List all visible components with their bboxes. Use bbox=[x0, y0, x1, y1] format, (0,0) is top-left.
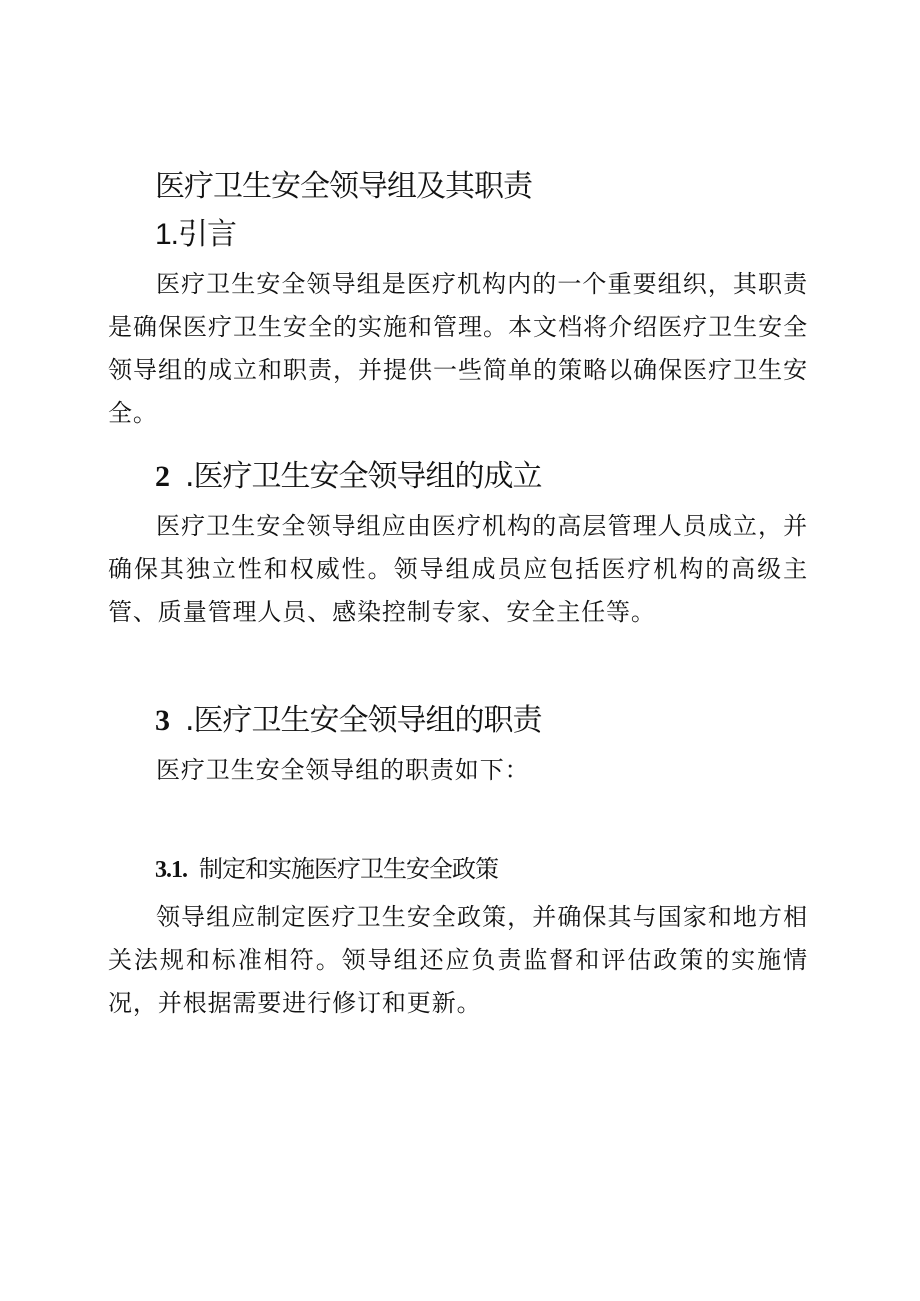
subsection-3-1-title: 制定和实施医疗卫生安全政策 bbox=[199, 855, 498, 883]
document-title: 医疗卫生安全领导组及其职责 bbox=[155, 169, 532, 204]
section-2-paragraph: 医疗卫生安全领导组应由医疗机构的高层管理人员成立，并确保其独立性和权威性。领导组成员应包括医疗机构的高级主管、质量管理人员、感染控制专家、安全主任等。 bbox=[108, 512, 808, 626]
section-3-title: .医疗卫生安全领导组的职责 bbox=[185, 703, 542, 738]
section-3-paragraph: 医疗卫生安全领导组的职责如下： bbox=[156, 756, 530, 784]
section-2-heading bbox=[155, 458, 542, 496]
section-2-number: 2 bbox=[155, 460, 169, 493]
section-1-number: 1. bbox=[155, 218, 179, 251]
subsection-3-1-heading bbox=[155, 853, 498, 886]
section-1-title: 引言 bbox=[178, 217, 237, 252]
section-1-heading bbox=[155, 216, 236, 254]
subsection-3-1-paragraph: 领导组应制定医疗卫生安全政策，并确保其与国家和地方相关法规和标准相符。领导组还应负责监督和评估政策的实施情况，并根据需要进行修订和更新。 bbox=[108, 903, 808, 1017]
subsection-3-1-number: 3.1. bbox=[155, 857, 187, 883]
section-3-heading bbox=[155, 702, 542, 740]
section-2-title: .医疗卫生安全领导组的成立 bbox=[185, 459, 542, 494]
section-3-number: 3 bbox=[155, 704, 169, 737]
section-1-paragraph: 医疗卫生安全领导组是医疗机构内的一个重要组织，其职责是确保医疗卫生安全的实施和管理。本文档将介绍医疗卫生安全领导组的成立和职责，并提供一些简单的策略以确保医疗卫生安全。 bbox=[108, 270, 808, 427]
